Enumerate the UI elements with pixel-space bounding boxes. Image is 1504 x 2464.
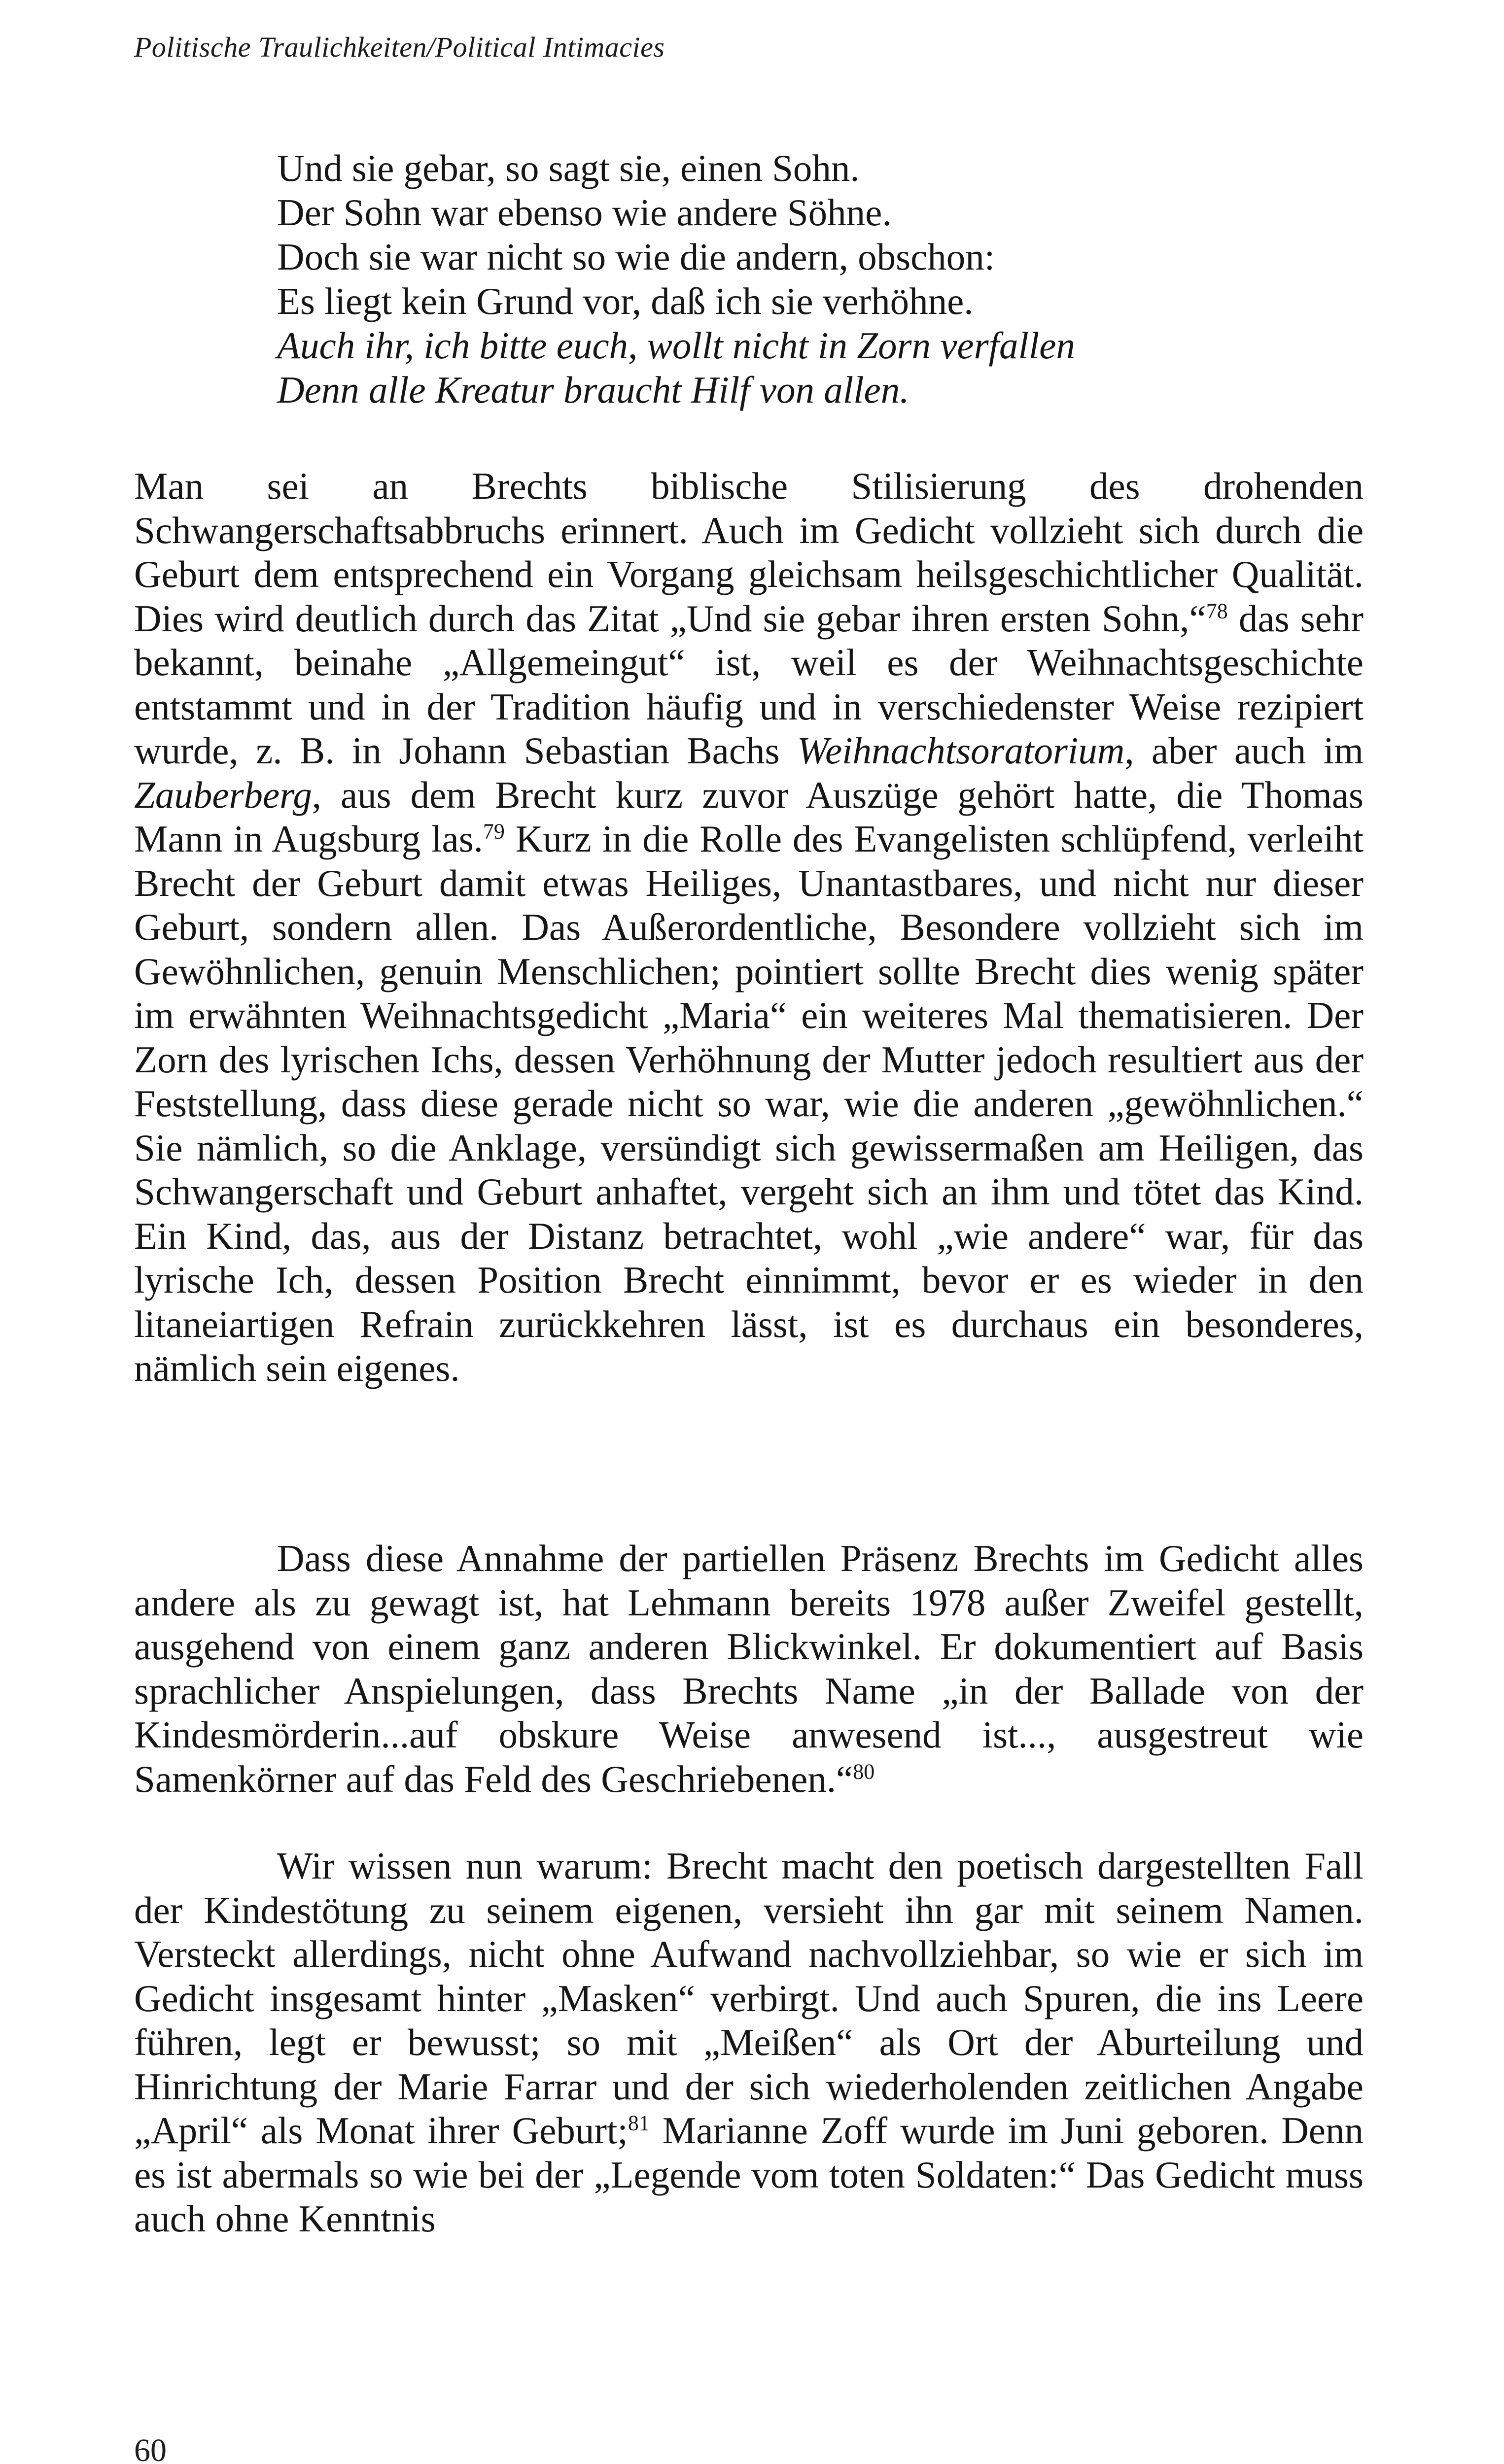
footnote-marker: 81 [628,2111,650,2135]
verse-line-italic: Auch ihr, ich bitte euch, wollt nicht in Zorn verfallen [277,324,1075,367]
footnote-marker: 80 [853,1759,875,1783]
text-run: Wir wissen nun warum: Brecht macht den poetisch dargestellten Fall der Kindestötung zu seinem eigenen, versieht ihn gar mit seinem Namen. Versteckt allerdings, nicht ohne Aufwand nachvollziehbar, so wie er sich im Gedicht insgesamt hinter „Masken“ verbirgt. Und auch Spuren, die ins Leere führen, legt er bewusst; so mit „Meißen“ als Ort der Aburteilung und Hinrichtung der Marie Farrar und der sich wiederholenden zeitlichen Angabe „April“ als Monat ihrer Geburt; [134,1845,1364,2152]
text-run: , aber auch im [1124,729,1364,772]
paragraph [134,1537,1364,1801]
verse-line: Und sie gebar, so sagt sie, einen Sohn. [277,147,860,189]
verse-line: Es liegt kein Grund vor, daß ich sie verhöhne. [277,280,974,322]
running-head: Politische Traulichkeiten/Political Intimacies [134,31,665,63]
paragraph [134,464,1364,1391]
text-run: Man sei an Brechts biblische Stilisierung des drohenden Schwangerschaftsabbruchs erinnert. Auch im Gedicht vollzieht sich durch die Geburt dem entsprechend ein Vorgang gleichsam heilsgeschichtlicher Qualität. Dies wird deutlich durch das Zitat „Und sie gebar ihren ersten Sohn,“ [134,465,1364,640]
work-title: Zauberberg [134,773,312,816]
footnote-marker: 79 [483,819,505,844]
paragraph [134,1844,1364,2241]
verse-line: Doch sie war nicht so wie die andern, obschon: [277,236,995,278]
text-run: Kurz in die Rolle des Evangelisten schlüpfend, verleiht Brecht der Geburt damit etwas Heiliges, Unantastbares, und nicht nur dieser Geburt, sondern allen. Das Außerordentliche, Besondere vollzieht sich im Gewöhnlichen, genuin Menschlichen; pointiert sollte Brecht dies wenig später im erwähnten Weihnachtsgedicht „Maria“ ein weiteres Mal thematisieren. Der Zorn des lyrischen Ichs, dessen Verhöhnung der Mutter jedoch resultiert aus der Feststellung, dass diese gerade nicht so war, wie die anderen „gewöhnlichen.“ Sie nämlich, so die Anklage, versündigt sich gewissermaßen am Heiligen, das Schwangerschaft und Geburt anhaftet, vergeht sich an ihm und tötet das Kind. Ein Kind, das, aus der Distanz betrachtet, wohl „wie andere“ war, für das lyrische Ich, dessen Position Brecht einnimmt, bevor er es wieder in den litaneiartigen Refrain zurückkehren lässt, ist es durchaus ein besonderes, nämlich sein eigenes. [134,818,1364,1389]
text-run: das sehr bekannt, beinahe „Allgemeingut“ ist, weil es der Weihnachtsgeschichte entstammt und in der Tradition häufig und in verschiedenster Weise rezipiert wurde, z. B. in Johann Sebastian Bachs [134,597,1364,772]
text-run: Dass diese Annahme der partiellen Präsenz Brechts im Gedicht alles andere als zu gewagt ist, hat Lehmann bereits 1978 außer Zweifel gestellt, ausgehend von einem ganz anderen Blickwinkel. Er dokumentiert auf Basis sprachlicher Anspielungen, dass Brechts Name „in der Ballade von der Kindesmörderin...auf obskure Weise anwesend ist..., ausgestreut wie Samenkörner auf das Feld des Geschriebenen.“ [134,1537,1364,1800]
footnote-marker: 78 [1206,598,1228,623]
verse-block [277,146,1386,412]
text-run: Marianne Zoff wurde im Juni geboren. Denn es ist abermals so wie bei der „Legende vom toten Soldaten:“ Das Gedicht muss auch ohne Kenntnis [134,2109,1364,2240]
verse-line-italic: Denn alle Kreatur braucht Hilf von allen. [277,369,909,411]
work-title: Weihnachtsoratorium [797,729,1125,772]
verse-line: Der Sohn war ebenso wie andere Söhne. [277,191,892,234]
page-number: 60 [134,2432,167,2464]
text-run: , aus dem Brecht kurz zuvor Auszüge gehört hatte, die Thomas Mann in Augsburg las. [134,773,1364,860]
